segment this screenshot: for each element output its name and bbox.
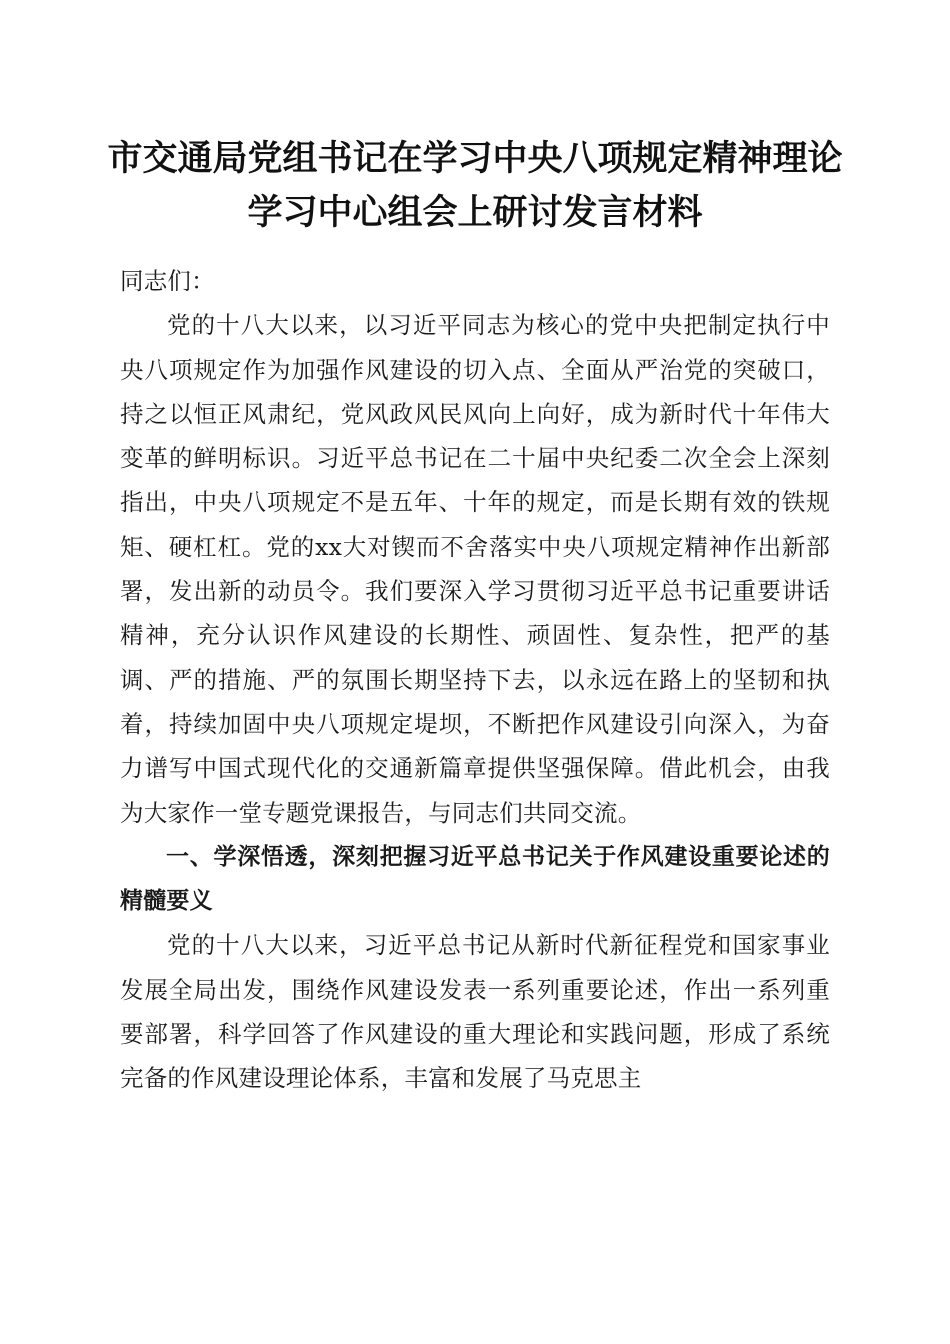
intro-paragraph: 党的十八大以来，以习近平同志为核心的党中央把制定执行中央八项规定作为加强作风建设的切入点、全面从严治党的突破口，持之以恒正风肃纪，党风政风民风向上向好，成为新时代十年伟大变革的鲜明标识。习近平总书记在二十届中央纪委二次全会上深刻指出，中央八项规定不是五年、十年的规定，而是长期有效的铁规矩、硬杠杠。党的xx大对锲而不舍落实中央八项规定精神作出新部署，发出新的动员令。我们要深入学习贯彻习近平总书记重要讲话精神，充分认识作风建设的长期性、顽固性、复杂性，把严的基调、严的措施、严的氛围长期坚持下去，以永远在路上的坚韧和执着，持续加固中央八项规定堤坝，不断把作风建设引向深入，为奋力谱写中国式现代化的交通新篇章提供坚强保障。借此机会，由我为大家作一堂专题党课报告，与同志们共同交流。 xyxy=(120,311,830,827)
section-heading: 一、学深悟透，深刻把握习近平总书记关于作风建设重要论述的精髓要义 xyxy=(120,843,830,915)
document-title: 市交通局党组书记在学习中央八项规定精神理论学习中心组会上研讨发言材料 xyxy=(107,138,843,233)
salutation: 同志们： xyxy=(120,267,215,295)
section-paragraph: 党的十八大以来，习近平总书记从新时代新征程党和国家事业发展全局出发，围绕作风建设发表一系列重要论述，作出一系列重要部署，科学回答了作风建设的重大理论和实践问题，形成了系统完备的作风建设理论体系，丰富和发展了马克思主 xyxy=(120,931,830,1093)
document-body xyxy=(120,259,830,1101)
